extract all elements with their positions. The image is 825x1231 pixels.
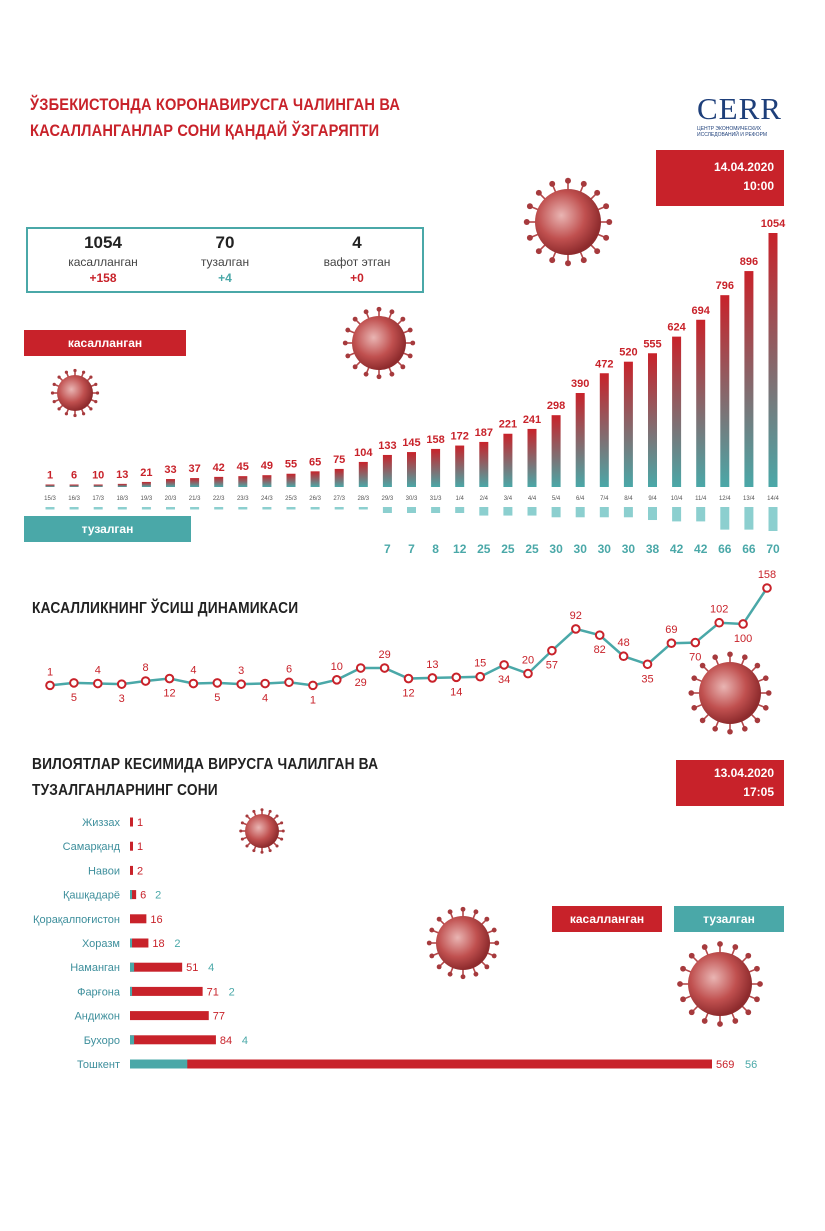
x-tick-label: 10/4 (670, 496, 683, 502)
growth-point (429, 674, 437, 682)
bar-infected (552, 415, 561, 487)
growth-value-label: 57 (545, 659, 559, 672)
bar-label-infected: 6 (71, 469, 78, 482)
bar-label-recovered: 66 (742, 542, 756, 556)
regions-title-line-2: ТУЗАЛГАНЛАРНИНГ СОНИ (32, 782, 218, 799)
region-value-recovered: 56 (745, 1059, 758, 1071)
growth-point (763, 584, 771, 592)
growth-value-label: 8 (142, 662, 149, 675)
region-value-infected: 84 (219, 1034, 233, 1047)
bar-label-infected: 21 (140, 466, 153, 479)
growth-point (453, 674, 461, 682)
bar-label-recovered: 7 (408, 542, 415, 556)
growth-title: КАСАЛЛИКНИНГ ЎСИШ ДИНАМИКАСИ (32, 600, 299, 617)
growth-value-label: 69 (665, 624, 678, 637)
regions-time: 17:05 (743, 785, 774, 799)
bar-label-infected: 520 (619, 346, 638, 359)
region-value-infected: 51 (186, 962, 199, 975)
bar-infected (528, 429, 537, 487)
region-label: Тошкент (77, 1059, 120, 1071)
bar-label-recovered: 38 (645, 542, 660, 556)
x-tick-label: 24/3 (261, 496, 273, 502)
x-tick-label: 15/3 (44, 496, 56, 502)
virus-icon (427, 907, 499, 979)
stat-value: 70 (215, 233, 235, 252)
bar-infected (600, 373, 609, 487)
bar-region-infected (130, 842, 133, 851)
region-value-infected: 2 (137, 865, 144, 878)
bar-infected (479, 442, 488, 487)
bar-label-infected: 1 (46, 469, 54, 482)
bar-infected (46, 485, 55, 488)
bar-region-infected (130, 1060, 712, 1069)
bar-recovered (214, 507, 223, 510)
title-line-1: ЎЗБЕКИСТОНДА КОРОНАВИРУСГА ЧАЛИНГАН ВА (30, 95, 401, 114)
x-tick-label: 4/4 (527, 496, 537, 502)
stat-delta: +0 (350, 271, 364, 285)
growth-value-label: 5 (70, 691, 77, 704)
bar-infected (431, 449, 440, 487)
growth-value-label: 48 (617, 637, 630, 650)
x-tick-label: 13/4 (743, 496, 755, 502)
growth-point (500, 661, 508, 669)
x-tick-label: 31/3 (429, 496, 442, 502)
stat-delta: +4 (218, 271, 232, 285)
x-tick-label: 11/4 (695, 496, 707, 502)
x-tick-label: 26/3 (309, 496, 321, 502)
bar-label-infected: 33 (164, 464, 177, 477)
growth-line (50, 588, 767, 685)
growth-value-label: 3 (118, 693, 125, 706)
bar-infected (744, 271, 753, 487)
growth-point (668, 639, 676, 647)
bar-recovered (287, 507, 296, 510)
growth-value-label: 100 (733, 632, 753, 645)
stat-delta: +158 (89, 271, 117, 285)
growth-point (381, 664, 389, 672)
bar-label-infected: 624 (667, 321, 686, 334)
bar-region-recovered (130, 987, 132, 996)
growth-value-label: 6 (285, 663, 293, 676)
growth-value-label: 82 (593, 644, 606, 657)
regions-date: 13.04.2020 (713, 766, 774, 780)
bar-label-recovered: 7 (384, 542, 391, 556)
bar-recovered (383, 507, 392, 513)
bar-label-recovered: 8 (432, 542, 439, 556)
bar-recovered (769, 507, 778, 531)
bar-recovered (262, 507, 271, 510)
bar-label-infected: 472 (595, 358, 614, 371)
bar-label-infected: 133 (378, 439, 397, 452)
growth-point (190, 680, 198, 688)
growth-point (309, 682, 317, 690)
virus-icon (239, 808, 285, 854)
bar-label-infected: 37 (188, 463, 201, 476)
bar-label-infected: 13 (116, 468, 129, 481)
bar-label-recovered: 12 (453, 542, 467, 556)
x-tick-label: 12/4 (718, 496, 731, 502)
region-label: Қашқадарё (62, 889, 120, 902)
growth-point (596, 631, 604, 639)
bar-recovered (238, 507, 247, 510)
bar-region-infected (130, 914, 146, 923)
growth-value-label: 1 (46, 666, 54, 679)
bar-infected (407, 452, 416, 487)
bar-label-infected: 221 (498, 418, 518, 431)
bar-recovered (672, 507, 681, 521)
growth-value-label: 4 (262, 692, 269, 705)
growth-value-label: 13 (426, 658, 439, 671)
legend-recovered: тузалган (24, 516, 191, 542)
region-label: Фарғона (77, 986, 120, 999)
growth-point (357, 664, 365, 672)
growth-point (142, 677, 150, 685)
growth-point (70, 679, 78, 687)
virus-icon (524, 178, 612, 266)
x-tick-label: 23/3 (236, 496, 249, 502)
bar-region-infected (130, 987, 203, 996)
growth-value-label: 29 (378, 649, 391, 662)
bar-label-recovered: 70 (766, 542, 780, 556)
stat-value: 1054 (84, 233, 122, 252)
growth-value-label: 34 (497, 673, 511, 686)
x-tick-label: 27/3 (333, 496, 346, 502)
bar-label-recovered: 42 (669, 542, 684, 556)
bar-label-infected: 55 (284, 458, 298, 471)
bar-recovered (696, 507, 705, 521)
region-value-recovered: 2 (228, 986, 235, 999)
growth-value-label: 70 (689, 651, 702, 664)
bar-infected (238, 476, 247, 487)
x-tick-label: 19/3 (140, 496, 153, 502)
bar-recovered (720, 507, 729, 530)
bar-label-infected: 172 (450, 430, 469, 443)
bar-label-recovered: 30 (597, 542, 611, 556)
growth-value-label: 102 (710, 603, 729, 616)
x-tick-label: 25/3 (285, 496, 297, 502)
bar-label-recovered: 30 (621, 542, 636, 556)
bar-region-infected (130, 939, 148, 948)
growth-point (644, 660, 652, 668)
bar-infected (359, 462, 368, 487)
bar-infected (262, 475, 271, 487)
region-value-recovered: 4 (208, 962, 215, 975)
region-label: Бухоро (83, 1034, 120, 1047)
bar-infected (214, 477, 223, 487)
growth-point (118, 680, 126, 688)
growth-point (739, 620, 747, 628)
stat-value: 4 (352, 233, 362, 252)
growth-value-label: 4 (190, 664, 197, 677)
bar-label-infected: 145 (402, 437, 421, 450)
growth-value-label: 10 (330, 660, 343, 673)
bar-recovered (600, 507, 609, 517)
bar-label-recovered: 25 (501, 542, 515, 556)
bar-infected (118, 484, 127, 487)
bar-label-infected: 45 (236, 461, 249, 474)
growth-point (94, 680, 102, 688)
bar-recovered (576, 507, 585, 517)
virus-icon (343, 307, 415, 379)
bar-recovered (118, 507, 127, 510)
bar-region-infected (130, 1011, 209, 1020)
bar-recovered (311, 507, 320, 510)
bar-recovered (359, 507, 368, 510)
bar-region-recovered (130, 890, 132, 899)
x-tick-label: 21/3 (188, 496, 201, 502)
growth-point (524, 670, 532, 678)
growth-value-label: 12 (402, 687, 415, 700)
region-label: Наманган (70, 962, 120, 975)
region-value-infected: 71 (206, 986, 219, 999)
region-label: Андижон (74, 1010, 120, 1023)
bar-region-infected (130, 866, 133, 875)
region-value-infected: 1 (137, 817, 144, 829)
bar-label-infected: 896 (739, 256, 759, 269)
x-tick-label: 1/4 (455, 496, 464, 502)
region-label: Жиззах (82, 817, 120, 829)
x-tick-label: 20/3 (164, 496, 177, 502)
bar-recovered (407, 507, 416, 513)
growth-value-label: 14 (450, 686, 463, 699)
bar-recovered (624, 507, 633, 517)
x-tick-label: 22/3 (212, 496, 225, 502)
x-tick-label: 8/4 (624, 496, 633, 502)
growth-value-label: 29 (354, 677, 367, 690)
x-tick-label: 30/3 (405, 496, 418, 502)
region-value-recovered: 2 (174, 938, 181, 950)
bar-recovered (70, 507, 79, 510)
bar-infected (672, 337, 681, 487)
stat-label: касалланган (68, 255, 138, 269)
region-label: Қорақалпоғистон (33, 913, 120, 926)
bar-infected (311, 471, 320, 487)
bar-label-recovered: 25 (477, 542, 491, 556)
region-value-recovered: 2 (155, 889, 162, 902)
title-line-2: КАСАЛЛАНГАНЛАР СОНИ ҚАНДАЙ ЎЗГАРЯПТИ (30, 121, 380, 140)
report-date: 14.04.2020 (713, 160, 774, 174)
growth-value-label: 35 (641, 673, 654, 686)
x-tick-label: 28/3 (357, 496, 370, 502)
region-value-infected: 77 (212, 1010, 226, 1023)
growth-value-label: 3 (238, 665, 245, 678)
bar-label-infected: 42 (212, 461, 225, 474)
growth-point (692, 639, 700, 647)
bar-recovered (503, 507, 512, 516)
bar-label-infected: 10 (92, 469, 105, 482)
bar-label-infected: 75 (333, 453, 346, 466)
logo-text: CERR (697, 91, 782, 126)
bar-infected (769, 233, 778, 487)
growth-point (548, 647, 556, 655)
bar-label-infected: 694 (691, 304, 710, 317)
bar-infected (94, 485, 103, 488)
region-value-infected: 18 (152, 938, 165, 950)
growth-value-label: 15 (474, 657, 487, 670)
regions-title-line-1: ВИЛОЯТЛАР КЕСИМИДА ВИРУСГА ЧАЛИЛГАН ВА (32, 756, 379, 773)
x-tick-label: 5/4 (551, 496, 561, 502)
x-tick-label: 14/4 (767, 496, 779, 502)
bar-label-infected: 158 (426, 433, 445, 446)
bar-region-recovered (130, 939, 132, 948)
legend-infected: касалланган (24, 330, 186, 356)
bar-label-recovered: 30 (573, 542, 587, 556)
x-tick-label: 6/4 (576, 496, 585, 502)
x-tick-label: 17/3 (92, 496, 105, 502)
bar-region-infected (130, 1035, 216, 1044)
virus-icon (51, 369, 99, 417)
bar-label-infected: 104 (354, 446, 373, 459)
bar-label-infected: 65 (308, 456, 322, 469)
bar-label-infected: 1054 (760, 218, 786, 230)
report-time: 10:00 (743, 179, 774, 193)
bar-infected (166, 479, 175, 487)
bar-infected (287, 474, 296, 487)
growth-value-label: 5 (214, 691, 221, 704)
stat-label: тузалган (200, 255, 250, 269)
bar-infected (696, 320, 705, 487)
region-value-infected: 16 (150, 913, 163, 926)
growth-point (620, 652, 628, 660)
bar-recovered (46, 507, 55, 510)
bar-infected (624, 362, 633, 487)
growth-point (285, 678, 293, 686)
bar-infected (142, 482, 151, 487)
growth-value-label: 92 (569, 609, 582, 622)
growth-value-label: 1 (309, 694, 316, 707)
bar-infected (335, 469, 344, 487)
bar-region-recovered (130, 1035, 134, 1044)
x-tick-label: 29/3 (381, 496, 394, 502)
bar-label-infected: 390 (571, 378, 590, 391)
bar-recovered (744, 507, 753, 530)
x-tick-label: 9/4 (648, 496, 657, 502)
x-tick-label: 3/4 (503, 496, 513, 502)
regions-legend-recovered: тузалган (674, 906, 784, 932)
bar-infected (190, 478, 199, 487)
bar-region-infected (130, 963, 182, 972)
growth-value-label: 12 (163, 687, 176, 700)
bar-label-recovered: 25 (525, 542, 539, 556)
growth-point (237, 680, 245, 688)
bar-region-infected (130, 818, 133, 827)
bar-infected (455, 446, 464, 487)
bar-infected (70, 485, 79, 488)
bar-recovered (166, 507, 175, 510)
bar-infected (648, 353, 657, 487)
growth-point (166, 675, 174, 683)
growth-point (405, 675, 413, 683)
bar-infected (576, 393, 585, 487)
growth-value-label: 4 (94, 664, 101, 677)
region-label: Хоразм (81, 938, 120, 950)
region-value-infected: 569 (716, 1059, 735, 1071)
bar-recovered (142, 507, 151, 510)
bar-recovered (94, 507, 103, 510)
bar-label-infected: 49 (260, 460, 274, 473)
virus-icon (688, 651, 771, 734)
bar-label-recovered: 30 (549, 542, 563, 556)
regions-legend-infected: касалланган (552, 906, 662, 932)
bar-recovered (479, 507, 488, 516)
bar-recovered (190, 507, 199, 510)
region-label: Навои (87, 865, 120, 878)
bar-label-infected: 241 (522, 413, 542, 426)
growth-value-label: 20 (521, 654, 535, 667)
growth-point (476, 673, 484, 681)
growth-point (261, 680, 269, 688)
bar-recovered (528, 507, 537, 516)
stat-label: вафот этган (323, 255, 391, 269)
bar-recovered (455, 507, 464, 513)
bar-recovered (552, 507, 561, 517)
bar-label-infected: 187 (474, 426, 493, 439)
bar-recovered (431, 507, 440, 513)
bar-label-infected: 555 (643, 338, 662, 351)
x-tick-label: 7/4 (600, 496, 609, 502)
growth-point (214, 679, 222, 687)
bar-label-infected: 796 (715, 280, 734, 293)
region-value-recovered: 4 (241, 1034, 249, 1047)
x-tick-label: 16/3 (68, 496, 80, 502)
growth-point (46, 682, 54, 690)
virus-icon (677, 941, 763, 1027)
bar-label-recovered: 42 (694, 542, 708, 556)
bar-region-recovered (130, 963, 134, 972)
growth-point (715, 619, 723, 627)
bar-label-infected: 298 (546, 400, 566, 413)
growth-point (333, 676, 341, 684)
region-value-infected: 1 (137, 841, 144, 854)
growth-point (572, 625, 580, 633)
bar-infected (383, 455, 392, 487)
x-tick-label: 2/4 (479, 496, 488, 502)
bar-label-recovered: 66 (718, 542, 732, 556)
bar-infected (503, 434, 512, 487)
region-value-infected: 6 (140, 889, 147, 902)
bar-recovered (335, 507, 344, 510)
region-label: Самарқанд (62, 841, 120, 854)
logo-subtext: ЦЕНТР ЭКОНОМИЧЕСКИХ ИССЛЕДОВАНИЙ И РЕФОРМ (697, 126, 768, 138)
growth-value-label: 158 (757, 569, 777, 581)
x-tick-label: 18/3 (116, 496, 129, 502)
bar-recovered (648, 507, 657, 520)
bar-infected (720, 295, 729, 487)
bar-region-recovered (130, 1060, 187, 1069)
